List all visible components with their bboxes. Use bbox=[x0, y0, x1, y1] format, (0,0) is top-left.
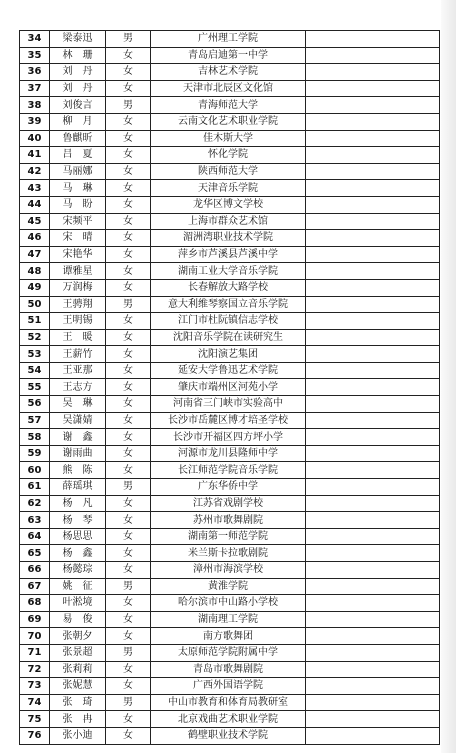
table-row bbox=[20, 362, 440, 379]
gender-cell: 女 bbox=[106, 180, 151, 197]
gender-cell: 女 bbox=[106, 263, 151, 280]
affiliation-cell: 鹤壁职业技术学院 bbox=[151, 727, 306, 744]
note-cell bbox=[306, 412, 440, 429]
name-cell: 万润梅 bbox=[50, 279, 106, 296]
affiliation-cell: 天津市北辰区文化馆 bbox=[151, 80, 306, 97]
note-cell bbox=[306, 462, 440, 479]
name-cell: 吴 琳 bbox=[50, 396, 106, 413]
gender-cell: 女 bbox=[106, 246, 151, 263]
gender-cell: 男 bbox=[106, 644, 151, 661]
note-cell bbox=[306, 80, 440, 97]
note-cell bbox=[306, 396, 440, 413]
affiliation-cell: 龙华区博文学校 bbox=[151, 196, 306, 213]
name-cell: 张莉莉 bbox=[50, 661, 106, 678]
gender-cell: 女 bbox=[106, 130, 151, 147]
note-cell bbox=[306, 64, 440, 81]
row-number: 76 bbox=[20, 727, 50, 744]
note-cell bbox=[306, 279, 440, 296]
gender-cell: 女 bbox=[106, 628, 151, 645]
name-cell: 梁泰迅 bbox=[50, 31, 106, 48]
affiliation-cell: 江苏省戏剧学校 bbox=[151, 495, 306, 512]
table-row bbox=[20, 147, 440, 164]
row-number: 69 bbox=[20, 611, 50, 628]
gender-cell: 女 bbox=[106, 528, 151, 545]
table-row bbox=[20, 694, 440, 711]
gender-cell: 女 bbox=[106, 80, 151, 97]
table-row bbox=[20, 31, 440, 48]
affiliation-cell: 南方歌舞团 bbox=[151, 628, 306, 645]
note-cell bbox=[306, 479, 440, 496]
affiliation-cell: 中山市教育和体育局教研室 bbox=[151, 694, 306, 711]
row-number: 74 bbox=[20, 694, 50, 711]
row-number: 42 bbox=[20, 163, 50, 180]
note-cell bbox=[306, 727, 440, 744]
row-number: 75 bbox=[20, 711, 50, 728]
table-row bbox=[20, 180, 440, 197]
row-number: 63 bbox=[20, 512, 50, 529]
affiliation-cell: 湖南工业大学音乐学院 bbox=[151, 263, 306, 280]
name-cell: 王骋翔 bbox=[50, 296, 106, 313]
affiliation-cell: 意大利维琴察国立音乐学院 bbox=[151, 296, 306, 313]
affiliation-cell: 天津音乐学院 bbox=[151, 180, 306, 197]
gender-cell: 女 bbox=[106, 64, 151, 81]
row-number: 46 bbox=[20, 230, 50, 247]
row-number: 71 bbox=[20, 644, 50, 661]
gender-cell: 女 bbox=[106, 47, 151, 64]
row-number: 50 bbox=[20, 296, 50, 313]
gender-cell: 女 bbox=[106, 678, 151, 695]
table-row bbox=[20, 113, 440, 130]
row-number: 34 bbox=[20, 31, 50, 48]
name-cell: 杨 鑫 bbox=[50, 545, 106, 562]
table-row bbox=[20, 97, 440, 114]
note-cell bbox=[306, 694, 440, 711]
row-number: 36 bbox=[20, 64, 50, 81]
table-row bbox=[20, 495, 440, 512]
table-row bbox=[20, 711, 440, 728]
table-row bbox=[20, 296, 440, 313]
note-cell bbox=[306, 562, 440, 579]
name-cell: 马丽娜 bbox=[50, 163, 106, 180]
name-cell: 叶淞境 bbox=[50, 595, 106, 612]
note-cell bbox=[306, 545, 440, 562]
affiliation-cell: 广州理工学院 bbox=[151, 31, 306, 48]
note-cell bbox=[306, 678, 440, 695]
note-cell bbox=[306, 163, 440, 180]
note-cell bbox=[306, 346, 440, 363]
name-cell: 杨懿琮 bbox=[50, 562, 106, 579]
name-cell: 林 珊 bbox=[50, 47, 106, 64]
gender-cell: 女 bbox=[106, 445, 151, 462]
row-number: 53 bbox=[20, 346, 50, 363]
name-cell: 吕 夏 bbox=[50, 147, 106, 164]
gender-cell: 女 bbox=[106, 379, 151, 396]
affiliation-cell: 青岛市歌舞剧院 bbox=[151, 661, 306, 678]
note-cell bbox=[306, 263, 440, 280]
gender-cell: 女 bbox=[106, 595, 151, 612]
table-row bbox=[20, 628, 440, 645]
gender-cell: 男 bbox=[106, 578, 151, 595]
table-row bbox=[20, 230, 440, 247]
row-number: 70 bbox=[20, 628, 50, 645]
row-number: 38 bbox=[20, 97, 50, 114]
note-cell bbox=[306, 528, 440, 545]
gender-cell: 女 bbox=[106, 346, 151, 363]
gender-cell: 男 bbox=[106, 479, 151, 496]
row-number: 65 bbox=[20, 545, 50, 562]
table-row bbox=[20, 727, 440, 744]
row-number: 51 bbox=[20, 313, 50, 330]
note-cell bbox=[306, 595, 440, 612]
row-number: 73 bbox=[20, 678, 50, 695]
note-cell bbox=[306, 429, 440, 446]
note-cell bbox=[306, 130, 440, 147]
row-number: 54 bbox=[20, 362, 50, 379]
affiliation-cell: 北京戏曲艺术职业学院 bbox=[151, 711, 306, 728]
table-row bbox=[20, 47, 440, 64]
affiliation-cell: 湖南理工学院 bbox=[151, 611, 306, 628]
table-row bbox=[20, 196, 440, 213]
note-cell bbox=[306, 578, 440, 595]
row-number: 72 bbox=[20, 661, 50, 678]
affiliation-cell: 怀化学院 bbox=[151, 147, 306, 164]
name-cell: 杨思思 bbox=[50, 528, 106, 545]
affiliation-cell: 黄淮学院 bbox=[151, 578, 306, 595]
name-cell: 张 琦 bbox=[50, 694, 106, 711]
note-cell bbox=[306, 97, 440, 114]
gender-cell: 女 bbox=[106, 429, 151, 446]
affiliation-cell: 河源市龙川县隆师中学 bbox=[151, 445, 306, 462]
table-row bbox=[20, 213, 440, 230]
name-cell: 马 盼 bbox=[50, 196, 106, 213]
gender-cell: 女 bbox=[106, 545, 151, 562]
name-cell: 杨 琴 bbox=[50, 512, 106, 529]
note-cell bbox=[306, 113, 440, 130]
gender-cell: 女 bbox=[106, 279, 151, 296]
note-cell bbox=[306, 611, 440, 628]
name-cell: 张妮慧 bbox=[50, 678, 106, 695]
table-row bbox=[20, 429, 440, 446]
row-number: 66 bbox=[20, 562, 50, 579]
name-cell: 宋 晴 bbox=[50, 230, 106, 247]
row-number: 48 bbox=[20, 263, 50, 280]
name-cell: 易 俊 bbox=[50, 611, 106, 628]
gender-cell: 男 bbox=[106, 31, 151, 48]
name-cell: 吴潇婧 bbox=[50, 412, 106, 429]
row-number: 56 bbox=[20, 396, 50, 413]
affiliation-cell: 沈阳音乐学院在读研究生 bbox=[151, 329, 306, 346]
affiliation-cell: 青岛启迪第一中学 bbox=[151, 47, 306, 64]
row-number: 59 bbox=[20, 445, 50, 462]
name-cell: 熊 陈 bbox=[50, 462, 106, 479]
table-row bbox=[20, 528, 440, 545]
name-cell: 张小迪 bbox=[50, 727, 106, 744]
gender-cell: 男 bbox=[106, 296, 151, 313]
table-row bbox=[20, 246, 440, 263]
affiliation-cell: 湄洲湾职业技术学院 bbox=[151, 230, 306, 247]
note-cell bbox=[306, 661, 440, 678]
affiliation-cell: 江门市杜阮镇信志学校 bbox=[151, 313, 306, 330]
note-cell bbox=[306, 495, 440, 512]
gender-cell: 女 bbox=[106, 329, 151, 346]
table-row bbox=[20, 545, 440, 562]
row-number: 62 bbox=[20, 495, 50, 512]
name-cell: 刘 丹 bbox=[50, 64, 106, 81]
gender-cell: 女 bbox=[106, 113, 151, 130]
affiliation-cell: 哈尔滨市中山路小学校 bbox=[151, 595, 306, 612]
table-row bbox=[20, 595, 440, 612]
gender-cell: 女 bbox=[106, 412, 151, 429]
affiliation-cell: 陕西师范大学 bbox=[151, 163, 306, 180]
note-cell bbox=[306, 47, 440, 64]
table-row bbox=[20, 412, 440, 429]
affiliation-cell: 云南文化艺术职业学院 bbox=[151, 113, 306, 130]
row-number: 35 bbox=[20, 47, 50, 64]
gender-cell: 女 bbox=[106, 396, 151, 413]
affiliation-cell: 太原师范学院附属中学 bbox=[151, 644, 306, 661]
name-cell: 鲁麒昕 bbox=[50, 130, 106, 147]
row-number: 55 bbox=[20, 379, 50, 396]
gender-cell: 女 bbox=[106, 495, 151, 512]
name-cell: 张景超 bbox=[50, 644, 106, 661]
note-cell bbox=[306, 362, 440, 379]
row-number: 47 bbox=[20, 246, 50, 263]
row-number: 41 bbox=[20, 147, 50, 164]
gender-cell: 女 bbox=[106, 196, 151, 213]
page-edge bbox=[441, 0, 456, 753]
name-cell: 柳 月 bbox=[50, 113, 106, 130]
note-cell bbox=[306, 628, 440, 645]
table-row bbox=[20, 578, 440, 595]
name-cell: 姚 征 bbox=[50, 578, 106, 595]
gender-cell: 男 bbox=[106, 694, 151, 711]
table-row bbox=[20, 644, 440, 661]
name-cell: 马 琳 bbox=[50, 180, 106, 197]
note-cell bbox=[306, 512, 440, 529]
name-cell: 王志方 bbox=[50, 379, 106, 396]
gender-cell: 女 bbox=[106, 462, 151, 479]
table-row bbox=[20, 512, 440, 529]
affiliation-cell: 苏州市歌舞剧院 bbox=[151, 512, 306, 529]
row-number: 43 bbox=[20, 180, 50, 197]
name-cell: 刘 丹 bbox=[50, 80, 106, 97]
name-cell: 王亚那 bbox=[50, 362, 106, 379]
name-cell: 王明锡 bbox=[50, 313, 106, 330]
table-row bbox=[20, 479, 440, 496]
affiliation-cell: 延安大学鲁迅艺术学院 bbox=[151, 362, 306, 379]
note-cell bbox=[306, 379, 440, 396]
table-row bbox=[20, 64, 440, 81]
note-cell bbox=[306, 147, 440, 164]
gender-cell: 女 bbox=[106, 611, 151, 628]
note-cell bbox=[306, 230, 440, 247]
note-cell bbox=[306, 180, 440, 197]
note-cell bbox=[306, 445, 440, 462]
row-number: 68 bbox=[20, 595, 50, 612]
roster-table-body bbox=[20, 31, 440, 745]
row-number: 57 bbox=[20, 412, 50, 429]
affiliation-cell: 肇庆市端州区河苑小学 bbox=[151, 379, 306, 396]
table-row bbox=[20, 396, 440, 413]
gender-cell: 男 bbox=[106, 97, 151, 114]
affiliation-cell: 长沙市开福区四方坪小学 bbox=[151, 429, 306, 446]
affiliation-cell: 上海市群众艺术馆 bbox=[151, 213, 306, 230]
name-cell: 张 冉 bbox=[50, 711, 106, 728]
name-cell: 王 暖 bbox=[50, 329, 106, 346]
affiliation-cell: 佳木斯大学 bbox=[151, 130, 306, 147]
affiliation-cell: 米兰斯卡拉歌剧院 bbox=[151, 545, 306, 562]
note-cell bbox=[306, 313, 440, 330]
table-row bbox=[20, 445, 440, 462]
row-number: 49 bbox=[20, 279, 50, 296]
row-number: 40 bbox=[20, 130, 50, 147]
row-number: 37 bbox=[20, 80, 50, 97]
name-cell: 王薪竹 bbox=[50, 346, 106, 363]
affiliation-cell: 沈阳演艺集团 bbox=[151, 346, 306, 363]
affiliation-cell: 广西外国语学院 bbox=[151, 678, 306, 695]
table-row bbox=[20, 313, 440, 330]
table-row bbox=[20, 263, 440, 280]
affiliation-cell: 广东华侨中学 bbox=[151, 479, 306, 496]
table-row bbox=[20, 80, 440, 97]
gender-cell: 女 bbox=[106, 230, 151, 247]
row-number: 64 bbox=[20, 528, 50, 545]
row-number: 58 bbox=[20, 429, 50, 446]
note-cell bbox=[306, 31, 440, 48]
gender-cell: 女 bbox=[106, 711, 151, 728]
affiliation-cell: 长春解放大路学校 bbox=[151, 279, 306, 296]
table-row bbox=[20, 329, 440, 346]
affiliation-cell: 长江师范学院音乐学院 bbox=[151, 462, 306, 479]
name-cell: 宋频平 bbox=[50, 213, 106, 230]
name-cell: 薛瑶琪 bbox=[50, 479, 106, 496]
affiliation-cell: 河南省三门峡市实验高中 bbox=[151, 396, 306, 413]
name-cell: 谢 鑫 bbox=[50, 429, 106, 446]
name-cell: 刘俊言 bbox=[50, 97, 106, 114]
gender-cell: 女 bbox=[106, 213, 151, 230]
gender-cell: 女 bbox=[106, 163, 151, 180]
row-number: 44 bbox=[20, 196, 50, 213]
note-cell bbox=[306, 296, 440, 313]
name-cell: 宋艳华 bbox=[50, 246, 106, 263]
row-number: 67 bbox=[20, 578, 50, 595]
row-number: 60 bbox=[20, 462, 50, 479]
note-cell bbox=[306, 196, 440, 213]
name-cell: 谭雅星 bbox=[50, 263, 106, 280]
affiliation-cell: 吉林艺术学院 bbox=[151, 64, 306, 81]
name-cell: 谢雨曲 bbox=[50, 445, 106, 462]
gender-cell: 女 bbox=[106, 661, 151, 678]
name-cell: 杨 凡 bbox=[50, 495, 106, 512]
table-row bbox=[20, 163, 440, 180]
affiliation-cell: 湖南第一师范学院 bbox=[151, 528, 306, 545]
note-cell bbox=[306, 711, 440, 728]
row-number: 52 bbox=[20, 329, 50, 346]
gender-cell: 女 bbox=[106, 562, 151, 579]
gender-cell: 女 bbox=[106, 362, 151, 379]
table-row bbox=[20, 462, 440, 479]
table-row bbox=[20, 661, 440, 678]
gender-cell: 女 bbox=[106, 512, 151, 529]
note-cell bbox=[306, 213, 440, 230]
affiliation-cell: 萍乡市芦溪县芦溪中学 bbox=[151, 246, 306, 263]
table-row bbox=[20, 279, 440, 296]
roster-table bbox=[19, 30, 440, 745]
gender-cell: 女 bbox=[106, 313, 151, 330]
table-row bbox=[20, 562, 440, 579]
gender-cell: 女 bbox=[106, 147, 151, 164]
name-cell: 张朝夕 bbox=[50, 628, 106, 645]
affiliation-cell: 漳州市海滨学校 bbox=[151, 562, 306, 579]
note-cell bbox=[306, 329, 440, 346]
affiliation-cell: 长沙市岳麓区博才培圣学校 bbox=[151, 412, 306, 429]
gender-cell: 女 bbox=[106, 727, 151, 744]
note-cell bbox=[306, 644, 440, 661]
row-number: 61 bbox=[20, 479, 50, 496]
table-row bbox=[20, 611, 440, 628]
table-row bbox=[20, 130, 440, 147]
table-row bbox=[20, 379, 440, 396]
note-cell bbox=[306, 246, 440, 263]
row-number: 39 bbox=[20, 113, 50, 130]
row-number: 45 bbox=[20, 213, 50, 230]
affiliation-cell: 青海师范大学 bbox=[151, 97, 306, 114]
table-row bbox=[20, 678, 440, 695]
table-row bbox=[20, 346, 440, 363]
